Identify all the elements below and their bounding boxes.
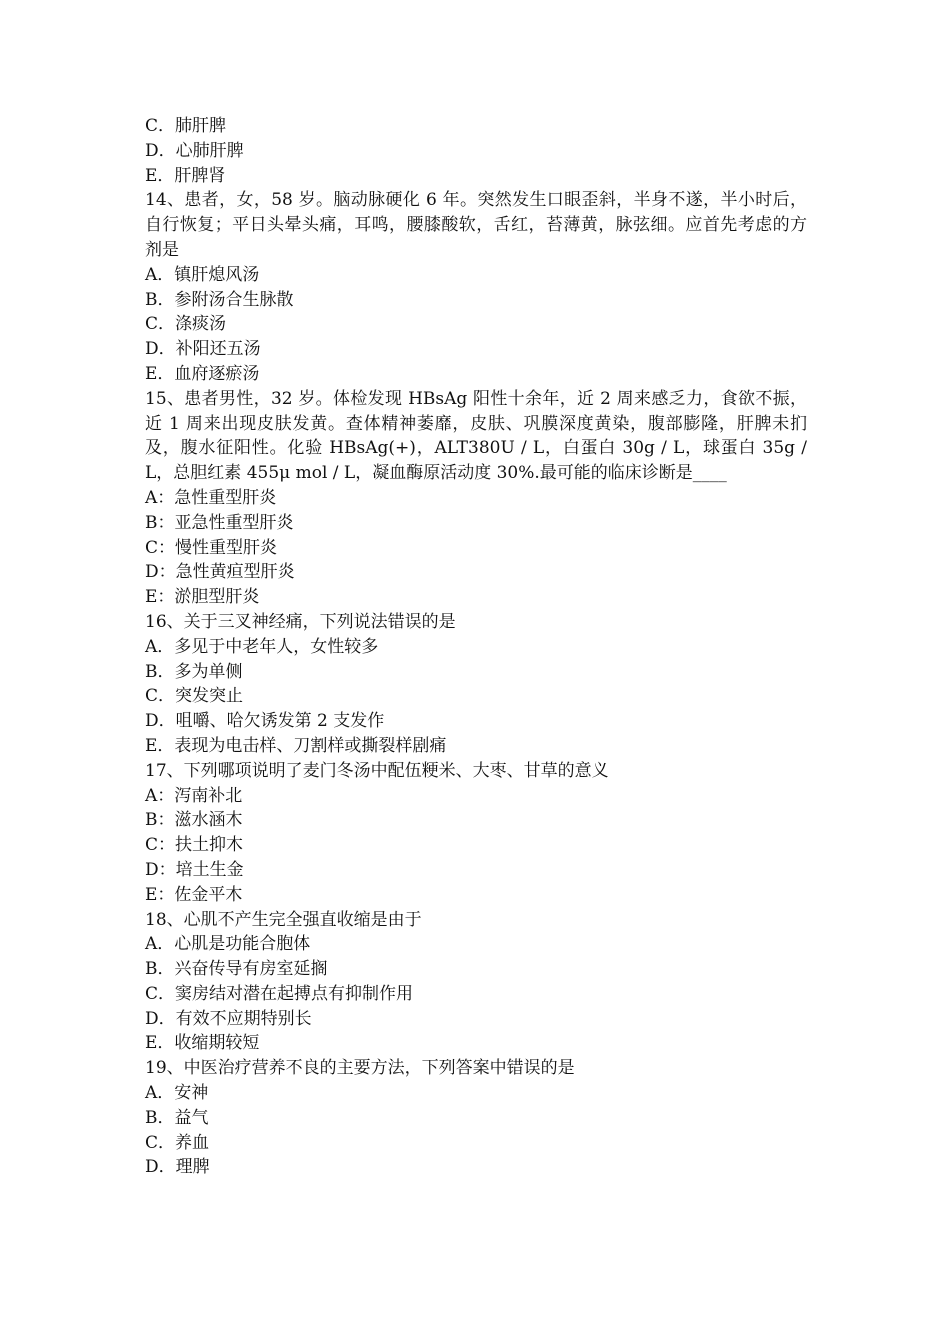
question-18: 18、心肌不产生完全强直收缩是由于 xyxy=(145,909,422,930)
option-line: D．咀嚼、哈欠诱发第 2 支发作 xyxy=(145,711,385,732)
option-line: E．血府逐瘀汤 xyxy=(145,363,260,384)
option-line: D：培土生金 xyxy=(145,859,244,880)
option-line: C：慢性重型肝炎 xyxy=(145,537,278,558)
question-19: 19、中医治疗营养不良的主要方法，下列答案中错误的是 xyxy=(145,1058,575,1079)
option-line: A：急性重型肝炎 xyxy=(145,487,277,508)
question-14: 14、患者，女，58 岁。脑动脉硬化 6 年。突然发生口眼歪斜，半身不遂，半小时后，自行恢复；平日头晕头痛，耳鸣，腰膝酸软，舌红，苔薄黄，脉弦细。应首先考虑的方剂是 xyxy=(145,190,807,260)
option-line: A．镇肝熄风汤 xyxy=(145,264,260,285)
question-16: 16、关于三叉神经痛，下列说法错误的是 xyxy=(145,611,456,632)
question-17: 17、下列哪项说明了麦门冬汤中配伍粳米、大枣、甘草的意义 xyxy=(145,760,609,781)
option-line: C：扶土抑木 xyxy=(145,835,244,856)
option-line: A．多见于中老年人，女性较多 xyxy=(145,636,379,657)
option-line: D．理脾 xyxy=(145,1157,210,1178)
option-line: E：佐金平木 xyxy=(145,884,243,905)
option-line: C．窦房结对潜在起搏点有抑制作用 xyxy=(145,983,414,1004)
option-line: C．养血 xyxy=(145,1132,210,1153)
option-line: B．兴奋传导有房室延搁 xyxy=(145,959,328,980)
option-line: B．益气 xyxy=(145,1107,209,1128)
option-line: A．安神 xyxy=(145,1083,209,1104)
option-line: D．有效不应期特别长 xyxy=(145,1008,312,1029)
option-line: E．肝脾肾 xyxy=(145,165,226,186)
option-line: D．心肺肝脾 xyxy=(145,140,244,161)
option-line: B：亚急性重型肝炎 xyxy=(145,512,294,533)
option-line: D：急性黄疸型肝炎 xyxy=(145,562,295,583)
option-line: C．涤痰汤 xyxy=(145,314,227,335)
option-line: B：滋水涵木 xyxy=(145,810,243,831)
question-15: 15、患者男性，32 岁。体检发现 HBsAg 阳性十余年，近 2 周来感乏力，食欲不振，近 1 周来出现皮肤发黄。查体精神萎靡，皮肤、巩膜深度黄染，腹部膨隆，肝脾未扪及，腹水征阳性。化验 HBsAg(+)，ALT380U / L，白蛋白 30g / L，球蛋白 35g / L，总胆红素 455μ mol / L，凝血酶原活动度 30%.最可能的临床诊断是____ xyxy=(145,388,807,484)
option-line: A．心肌是功能合胞体 xyxy=(145,934,311,955)
option-line: E．表现为电击样、刀割样或撕裂样剧痛 xyxy=(145,735,447,756)
option-line: B．多为单侧 xyxy=(145,661,243,682)
option-line: A：泻南补北 xyxy=(145,785,243,806)
option-line: E．收缩期较短 xyxy=(145,1033,260,1054)
option-line: C．肺肝脾 xyxy=(145,116,227,136)
option-line: E：淤胆型肝炎 xyxy=(145,587,260,608)
option-line: B．参附汤合生脉散 xyxy=(145,289,294,310)
option-line: D．补阳还五汤 xyxy=(145,339,261,360)
document-page xyxy=(145,114,807,1180)
option-line: C．突发突止 xyxy=(145,686,244,707)
